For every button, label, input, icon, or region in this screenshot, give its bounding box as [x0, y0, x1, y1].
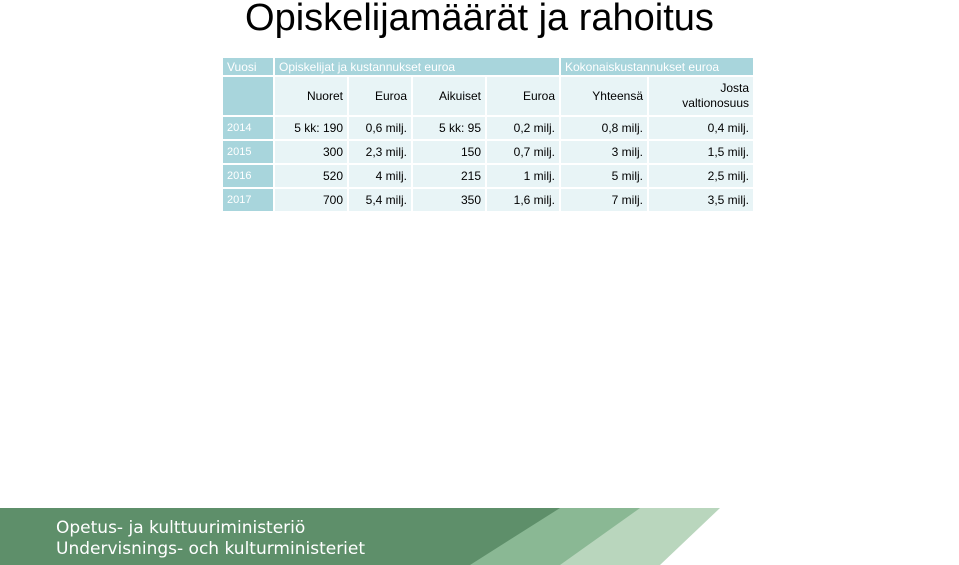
cell: 520	[275, 165, 347, 187]
cell: 5 kk: 95	[413, 117, 485, 139]
subheader-nuoret: Nuoret	[275, 77, 347, 115]
cell: 0,2 milj.	[487, 117, 559, 139]
table-row	[223, 165, 753, 187]
subheader-yhteensa: Yhteensä	[561, 77, 647, 115]
cell: 5 kk: 190	[275, 117, 347, 139]
slide-title: Opiskelijamäärät ja rahoitus	[245, 0, 714, 39]
cell: 1 milj.	[487, 165, 559, 187]
subheader-euroa-2: Euroa	[487, 77, 559, 115]
cell: 215	[413, 165, 485, 187]
subheader-aikuiset: Aikuiset	[413, 77, 485, 115]
cell: 5 milj.	[561, 165, 647, 187]
row-year: 2015	[223, 141, 273, 163]
cell: 350	[413, 189, 485, 211]
header-vuosi-spacer	[223, 77, 273, 115]
cell: 5,4 milj.	[349, 189, 411, 211]
cell: 0,6 milj.	[349, 117, 411, 139]
cell: 4 milj.	[349, 165, 411, 187]
cell: 150	[413, 141, 485, 163]
cell: 2,5 milj.	[649, 165, 753, 187]
cell: 2,3 milj.	[349, 141, 411, 163]
table-row	[223, 189, 753, 211]
cell: 700	[275, 189, 347, 211]
row-year: 2014	[223, 117, 273, 139]
table-row	[223, 117, 753, 139]
cell: 3 milj.	[561, 141, 647, 163]
row-year: 2017	[223, 189, 273, 211]
cell: 1,5 milj.	[649, 141, 753, 163]
header-vuosi: Vuosi	[223, 58, 273, 75]
cell: 0,4 milj.	[649, 117, 753, 139]
row-year: 2016	[223, 165, 273, 187]
cell: 0,8 milj.	[561, 117, 647, 139]
header-group-total: Kokonaiskustannukset euroa	[561, 58, 753, 75]
ministry-name-fi: Opetus- ja kulttuuriministeriö	[56, 518, 306, 538]
ministry-name-sv: Undervisnings- och kulturministeriet	[56, 539, 366, 559]
footer-banner	[0, 508, 959, 565]
cell: 300	[275, 141, 347, 163]
cell: 7 milj.	[561, 189, 647, 211]
header-group-students: Opiskelijat ja kustannukset euroa	[275, 58, 559, 75]
cell: 1,6 milj.	[487, 189, 559, 211]
table-header-row	[223, 58, 753, 75]
cell: 0,7 milj.	[487, 141, 559, 163]
data-table	[221, 56, 755, 213]
subheader-valtionosuus: Josta valtionosuus	[649, 77, 753, 115]
table-subheader-row	[223, 77, 753, 115]
subheader-euroa-1: Euroa	[349, 77, 411, 115]
cell: 3,5 milj.	[649, 189, 753, 211]
table-row	[223, 141, 753, 163]
